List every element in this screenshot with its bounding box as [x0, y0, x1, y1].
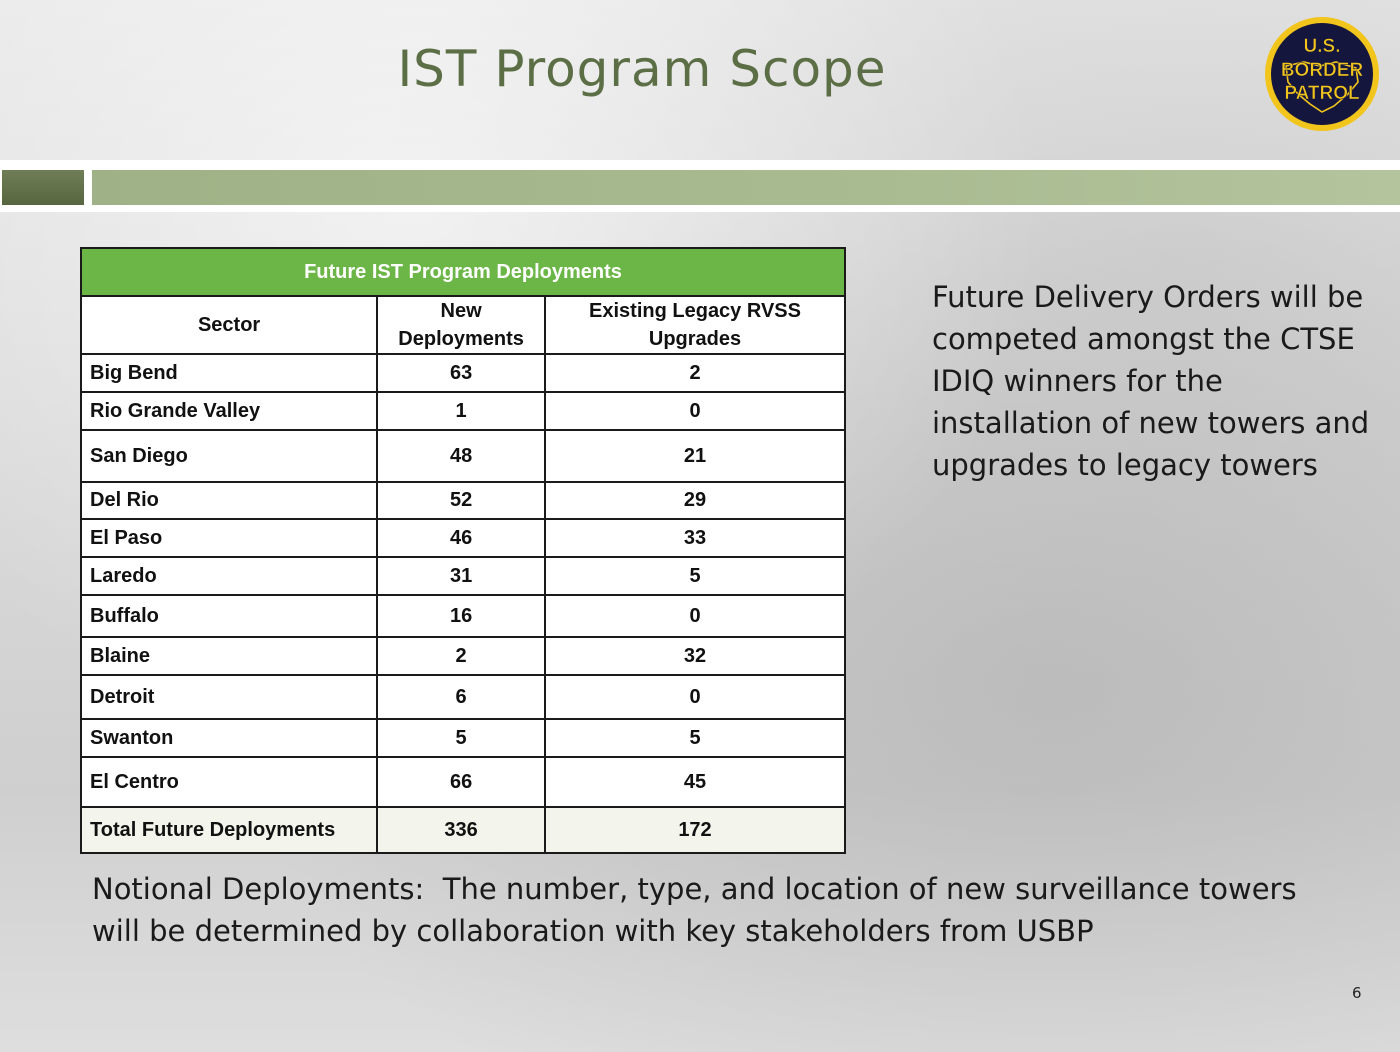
- row-upgrades: 32: [545, 637, 845, 675]
- row-new: 48: [377, 430, 545, 482]
- table-row: [81, 519, 845, 557]
- table-row: [81, 757, 845, 807]
- total-new: 336: [377, 807, 545, 853]
- row-sector: Blaine: [81, 637, 377, 675]
- table-caption: Future IST Program Deployments: [81, 248, 845, 296]
- side-text-line: Future Delivery Orders will be: [932, 280, 1364, 314]
- side-text-line: IDIQ winners for the: [932, 364, 1223, 398]
- row-new: 66: [377, 757, 545, 807]
- row-upgrades: 2: [545, 354, 845, 392]
- header-new-deployments: [377, 296, 545, 354]
- header-upgrades: [545, 296, 845, 354]
- row-sector: San Diego: [81, 430, 377, 482]
- table-total-row: [81, 807, 845, 853]
- side-text-line: upgrades to legacy towers: [932, 448, 1318, 482]
- header-sector-label: Sector: [197, 314, 261, 336]
- row-upgrades: 33: [545, 519, 845, 557]
- total-label: Total Future Deployments: [81, 807, 377, 853]
- row-new: 1: [377, 392, 545, 430]
- total-upgrades: 172: [545, 807, 845, 853]
- row-upgrades: 5: [545, 557, 845, 595]
- row-upgrades: 45: [545, 757, 845, 807]
- table-row: [81, 557, 845, 595]
- side-text-line: installation of new towers and: [932, 406, 1370, 440]
- side-text-line: competed amongst the CTSE: [932, 322, 1355, 356]
- row-new: 63: [377, 354, 545, 392]
- deployments-table: [80, 247, 846, 854]
- table-row: [81, 354, 845, 392]
- table-row: [81, 637, 845, 675]
- row-upgrades: 0: [545, 595, 845, 637]
- row-new: 52: [377, 482, 545, 519]
- footnote-line: Notional Deployments: The number, type, and location of new surveillance towers: [92, 872, 1297, 906]
- notional-deployments-note: [92, 868, 1297, 952]
- row-upgrades: 29: [545, 482, 845, 519]
- row-new: 31: [377, 557, 545, 595]
- row-sector: Detroit: [81, 675, 377, 719]
- row-upgrades: 0: [545, 675, 845, 719]
- row-sector: Rio Grande Valley: [81, 392, 377, 430]
- header-new-line2: Deployments: [398, 328, 524, 350]
- row-sector: Swanton: [81, 719, 377, 757]
- table-row: [81, 719, 845, 757]
- row-upgrades: 5: [545, 719, 845, 757]
- row-sector: Laredo: [81, 557, 377, 595]
- header-sector: [81, 296, 377, 354]
- row-sector: Del Rio: [81, 482, 377, 519]
- row-new: 46: [377, 519, 545, 557]
- row-upgrades: 21: [545, 430, 845, 482]
- table-header-row: [81, 296, 845, 354]
- table-row: [81, 595, 845, 637]
- table-row: [81, 430, 845, 482]
- table-caption-row: [81, 248, 845, 296]
- row-new: 6: [377, 675, 545, 719]
- header-upgrades-line1: Existing Legacy RVSS: [589, 300, 801, 322]
- table-row: [81, 392, 845, 430]
- page-number: 6: [1352, 984, 1362, 1002]
- row-sector: El Centro: [81, 757, 377, 807]
- header-accent-dark: [2, 170, 84, 205]
- table-row: [81, 675, 845, 719]
- logo-text-patrol: PATROL: [1284, 83, 1360, 104]
- row-new: 5: [377, 719, 545, 757]
- delivery-orders-note: [932, 276, 1382, 486]
- header-accent-light: [92, 170, 1400, 205]
- logo-text-us: U.S.: [1303, 36, 1341, 57]
- row-sector: El Paso: [81, 519, 377, 557]
- row-new: 16: [377, 595, 545, 637]
- table-row: [81, 482, 845, 519]
- row-new: 2: [377, 637, 545, 675]
- footnote-line: will be determined by collaboration with key stakeholders from USBP: [92, 914, 1094, 948]
- header-upgrades-line2: Upgrades: [648, 328, 742, 350]
- row-sector: Big Bend: [81, 354, 377, 392]
- slide-title: IST Program Scope: [397, 40, 887, 98]
- border-patrol-logo: [1264, 16, 1380, 132]
- logo-text-border: BORDER: [1280, 60, 1364, 81]
- row-sector: Buffalo: [81, 595, 377, 637]
- header-new-line1: New: [440, 300, 482, 322]
- row-upgrades: 0: [545, 392, 845, 430]
